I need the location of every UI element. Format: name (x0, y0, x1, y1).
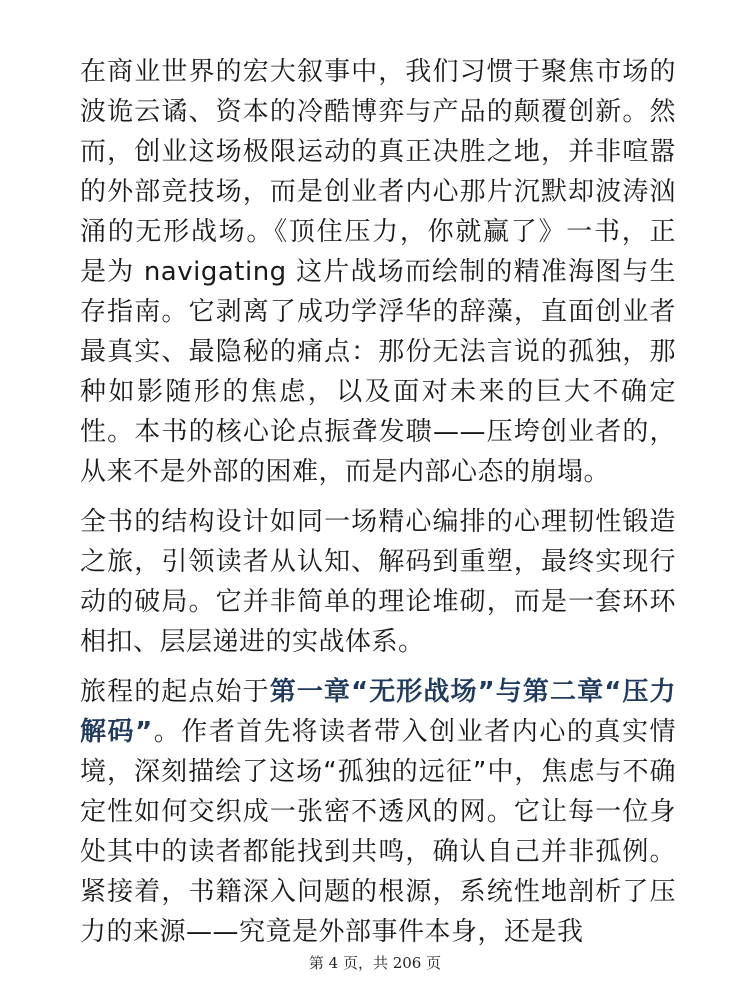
paragraph-chapters-body: 。作者首先将读者带入创业者内心的真实情境，深刻描绘了这场“孤独的远征”中，焦虑与不确定性如何交织成一张密不透风的网。它让每一位身处其中的读者都能找到共鸣，确认自己并非孤例。紧接着，书籍深入问题的根源，系统性地剖析了压力的来源——究竟是外部事件本身，还是我 (80, 717, 676, 947)
page-footer: 第 4 页，共 206 页 (308, 954, 442, 972)
paragraph-chapters-lead: 旅程的起点始于 (80, 677, 270, 707)
paragraph-intro: 在商业世界的宏大叙事中，我们习惯于聚焦市场的波诡云谲、资本的冷酷博弈与产品的颠覆创新。然而，创业这场极限运动的真正决胜之地，并非喧嚣的外部竞技场，而是创业者内心那片沉默却波涛汹涌的无形战场。《顶住压力，你就赢了》一书，正是为 navigating 这片战场而绘制的精准海图与生存指南。它剥离了成功学浮华的辞藻，直面创业者最真实、最隐秘的痛点：那份无法言说的孤独，那种如影随形的焦虑，以及面对未来的巨大不确定性。本书的核心论点振聋发聩——压垮创业者的，从来不是外部的困难，而是内部心态的崩塌。 (80, 57, 676, 487)
paragraph-chapters (80, 672, 676, 952)
paragraph-structure: 全书的结构设计如同一场精心编排的心理韧性锻造之旅，引领读者从认知、解码到重塑，最终实现行动的破局。它并非简单的理论堆砌，而是一套环环相扣、层层递进的实战体系。 (80, 507, 676, 657)
chapter-highlight: 第一章“无形战场”与第二章“压力解码” (80, 677, 676, 747)
document-body (80, 52, 676, 962)
